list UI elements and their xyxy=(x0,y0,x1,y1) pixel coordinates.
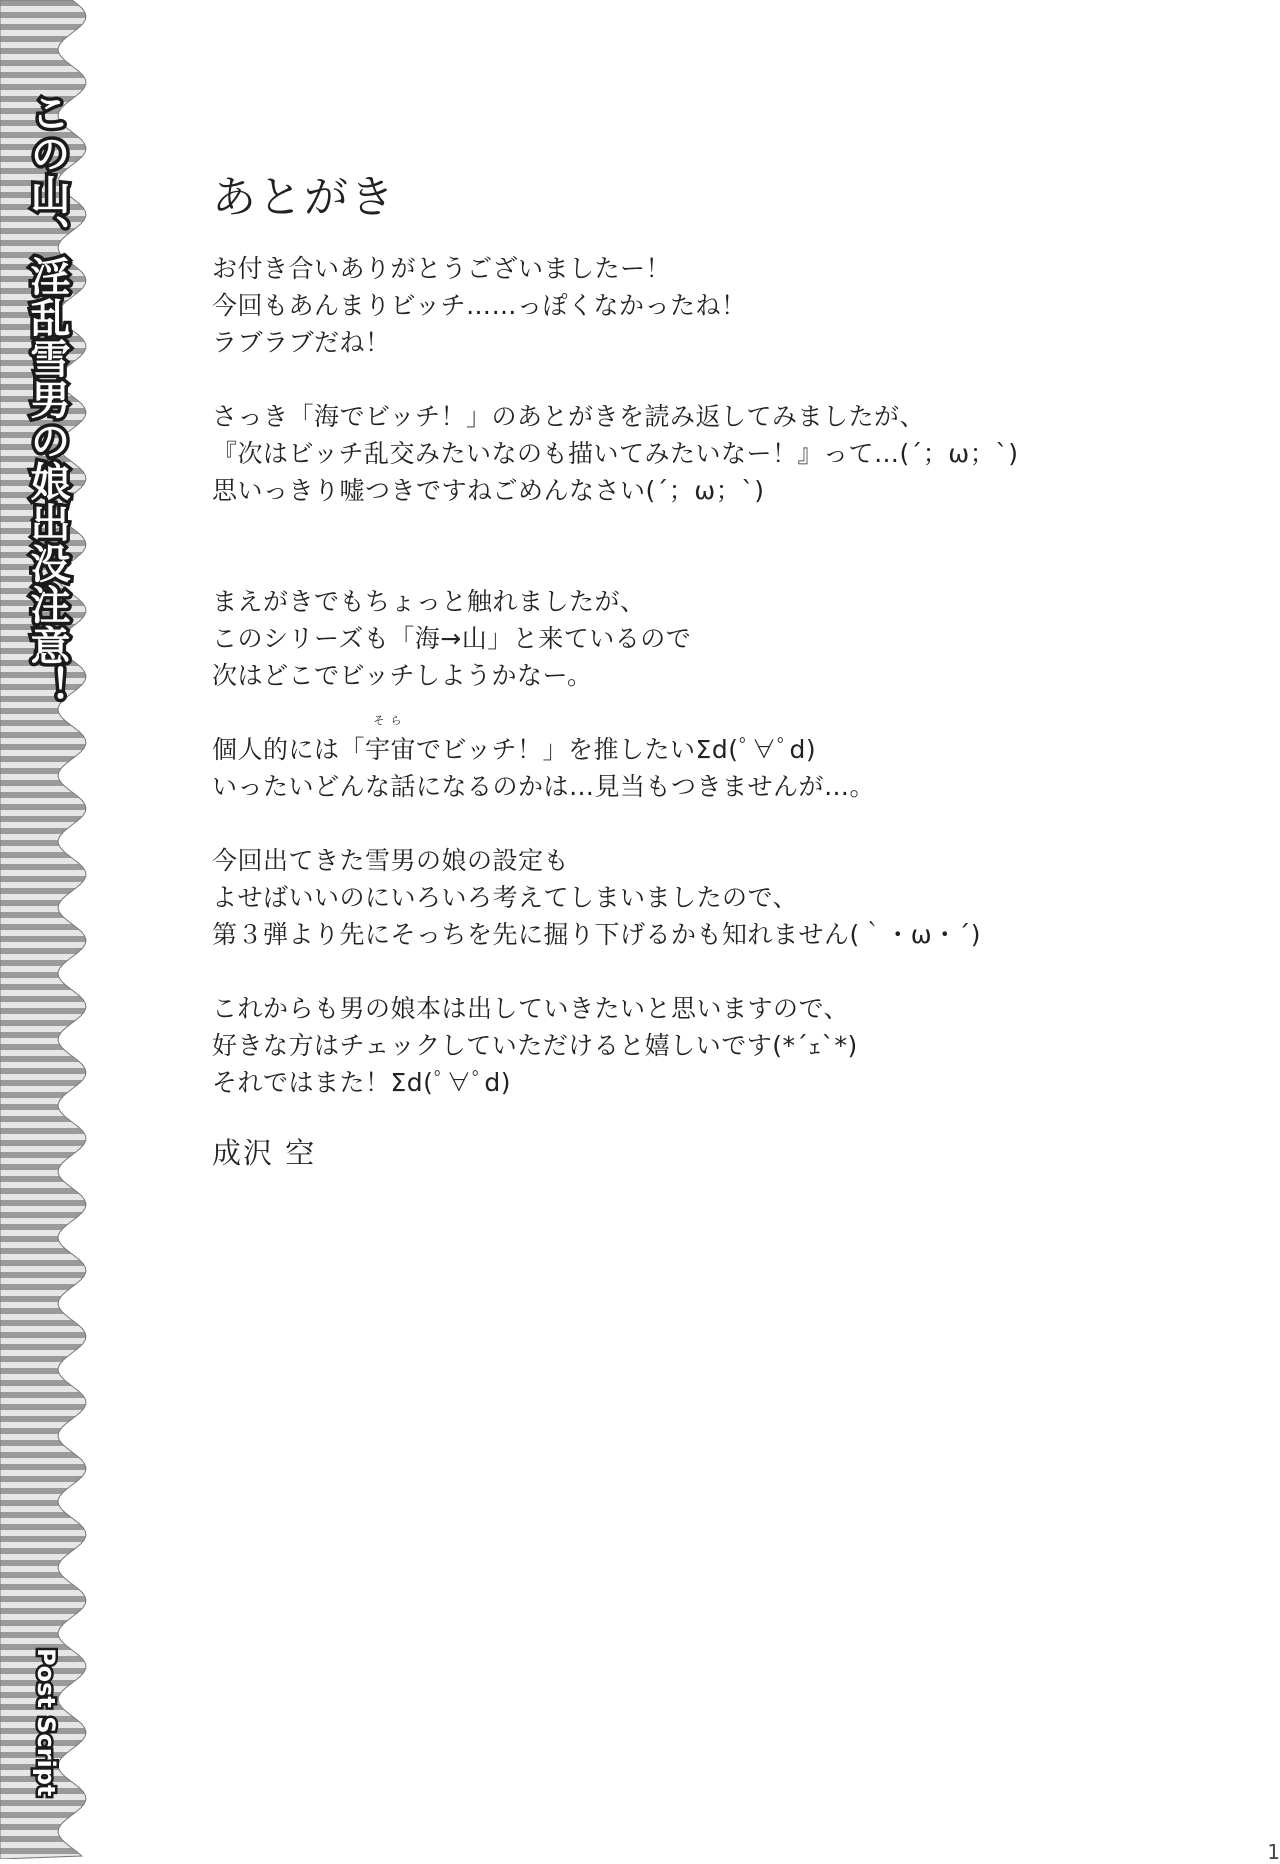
side-subtitle: Post Script xyxy=(32,1648,60,1797)
ruby-base: 宇宙 xyxy=(365,735,417,764)
paragraph-6 xyxy=(212,990,1192,1101)
text-line: 今回出てきた雪男の娘の設定も xyxy=(212,846,570,875)
text-line: それではまた！Σd(ﾟ∀ﾟd) xyxy=(212,1068,512,1097)
text-line: さっき「海でビッチ！」のあとがきを読み返してみましたが、 xyxy=(212,402,926,431)
text-line: 好きな方はチェックしていただけると嬉しいです(*´ｪ`*) xyxy=(212,1031,858,1060)
paragraph-3 xyxy=(212,583,1192,694)
text-line: お付き合いありがとうございましたー！ xyxy=(212,254,672,283)
paragraph-1 xyxy=(212,250,1192,361)
ruby-word xyxy=(365,714,417,768)
text-line: いったいどんな話になるのかは…見当もつきませんが…。 xyxy=(212,772,876,801)
text-line: よせばいいのにいろいろ考えてしまいましたので、 xyxy=(212,883,799,912)
afterword-content xyxy=(212,172,1192,1172)
text-line: 今回もあんまりビッチ……っぽくなかったね！ xyxy=(212,291,747,320)
ruby-suffix: でビッチ！」を推したいΣd(ﾟ∀ﾟd) xyxy=(416,735,817,764)
ruby-reading: そら xyxy=(373,714,408,727)
text-line-ruby xyxy=(212,714,1192,768)
paragraph-4 xyxy=(212,714,1192,805)
author-signature: 成沢 空 xyxy=(212,1136,317,1170)
page-title: あとがき xyxy=(212,172,396,223)
text-line: このシリーズも「海→山」と来ているので xyxy=(212,624,692,653)
text-line: これからも男の娘本は出していきたいと思いますので、 xyxy=(212,994,850,1023)
side-title: この山、淫乱雪男の娘出没注意！ xyxy=(24,92,70,707)
text-line: 思いっきり嘘つきですねごめんなさい(´；ω；`) xyxy=(212,476,765,505)
text-line: 次はどこでビッチしようかなー。 xyxy=(212,661,593,690)
paragraph-2 xyxy=(212,398,1192,509)
paragraph-5 xyxy=(212,842,1192,953)
text-line: まえがきでもちょっと触れましたが、 xyxy=(212,587,646,616)
page-number: 1 xyxy=(1267,1840,1280,1864)
text-line: ラブラブだね！ xyxy=(212,328,391,357)
ruby-prefix: 個人的には「 xyxy=(212,735,366,764)
text-line: 『次はビッチ乱交みたいなのも描いてみたいなー！』って…(´；ω；`) xyxy=(212,439,1019,468)
text-line: 第３弾より先にそっちを先に掘り下げるかも知れません(｀・ω・´) xyxy=(212,920,981,949)
